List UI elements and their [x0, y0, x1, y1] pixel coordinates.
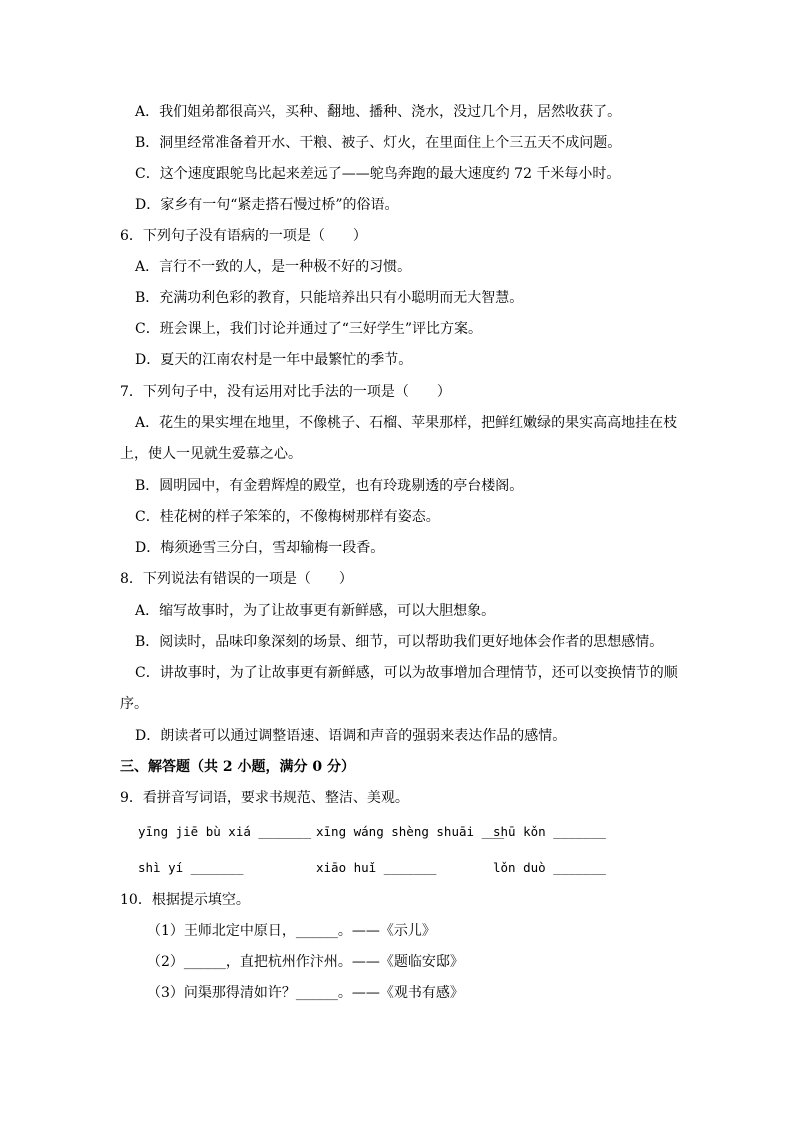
q10-item-2: （2）______，直把杭州作汴州。——《题临安邸》 — [147, 954, 464, 970]
q10-item-3: （3）问渠那得清如许？______。——《观书有感》 — [147, 985, 464, 1001]
q7-option-a-line1: A．花生的果实埋在地里，不像桃子、石榴、苹果那样，把鲜红嫩绿的果实高高地挂在枝 — [135, 415, 678, 431]
q9-pinyin-3: shū kǒn _______ — [493, 824, 606, 839]
q9-pinyin-2: xīng wáng shèng shuāi ___ — [316, 824, 505, 839]
section-3-title: 三、解答题（共 2 小题，满分 0 分） — [120, 759, 355, 775]
q5-option-a: A．我们姐弟都很高兴，买种、翻地、播种、浇水，没过几个月，居然收获了。 — [135, 104, 622, 120]
q9-pinyin-5: xiāo huǐ _______ — [316, 860, 437, 875]
q7-stem: 7．下列句子中，没有运用对比手法的一项是（ ） — [120, 384, 451, 400]
q5-option-d: D．家乡有一句“紧走搭石慢过桥”的俗语。 — [135, 197, 399, 213]
q9-pinyin-1: yīng jiē bù xiá _______ — [138, 824, 312, 839]
q6-option-d: D．夏天的江南农村是一年中最繁忙的季节。 — [135, 352, 413, 368]
q5-option-c: C．这个速度跟鸵鸟比起来差远了——鸵鸟奔跑的最大速度约 72 千米每小时。 — [135, 166, 621, 182]
q9-pinyin-6: lǒn duò _______ — [493, 860, 606, 875]
q10-stem: 10．根据提示填空。 — [120, 892, 250, 908]
q7-option-d: D．梅须逊雪三分白，雪却输梅一段香。 — [135, 540, 385, 556]
q10-item-1: （1）王师北定中原日，______。——《示儿》 — [147, 923, 436, 939]
q6-stem: 6．下列句子没有语病的一项是（ ） — [120, 228, 367, 244]
q7-option-a-line2: 上，使人一见就生爱慕之心。 — [120, 446, 302, 462]
q6-option-c: C．班会课上，我们讨论并通过了“三好学生”评比方案。 — [135, 321, 483, 337]
q6-option-b: B．充满功利色彩的教育，只能培养出只有小聪明而无大智慧。 — [135, 290, 524, 306]
q9-stem: 9．看拼音写词语，要求书规范、整洁、美观。 — [120, 790, 409, 806]
q8-option-d: D．朗读者可以通过调整语速、语调和声音的强弱来表达作品的感情。 — [135, 728, 567, 744]
q8-stem: 8．下列说法有错误的一项是（ ） — [120, 571, 353, 587]
q8-option-c-line2: 序。 — [120, 696, 148, 712]
q9-pinyin-4: shì yí _______ — [138, 860, 244, 875]
q7-option-c: C．桂花树的样子笨笨的，不像梅树那样有姿态。 — [135, 509, 440, 525]
q5-option-b: B．洞里经常准备着开水、干粮、被子、灯火，在里面住上个三五天不成问题。 — [135, 135, 622, 151]
q8-option-c-line1: C．讲故事时，为了让故事更有新鲜感，可以为故事增加合理情节，还可以变换情节的顺 — [135, 665, 678, 681]
q8-option-b: B．阅读时，品味印象深刻的场景、细节，可以帮助我们更好地体会作者的思想感情。 — [135, 634, 664, 650]
q6-option-a: A．言行不一致的人，是一种极不好的习惯。 — [135, 259, 412, 275]
q7-option-b: B．圆明园中，有金碧辉煌的殿堂，也有玲珑剔透的亭台楼阁。 — [135, 478, 524, 494]
q8-option-a: A．缩写故事时，为了让故事更有新鲜感，可以大胆想象。 — [135, 603, 496, 619]
